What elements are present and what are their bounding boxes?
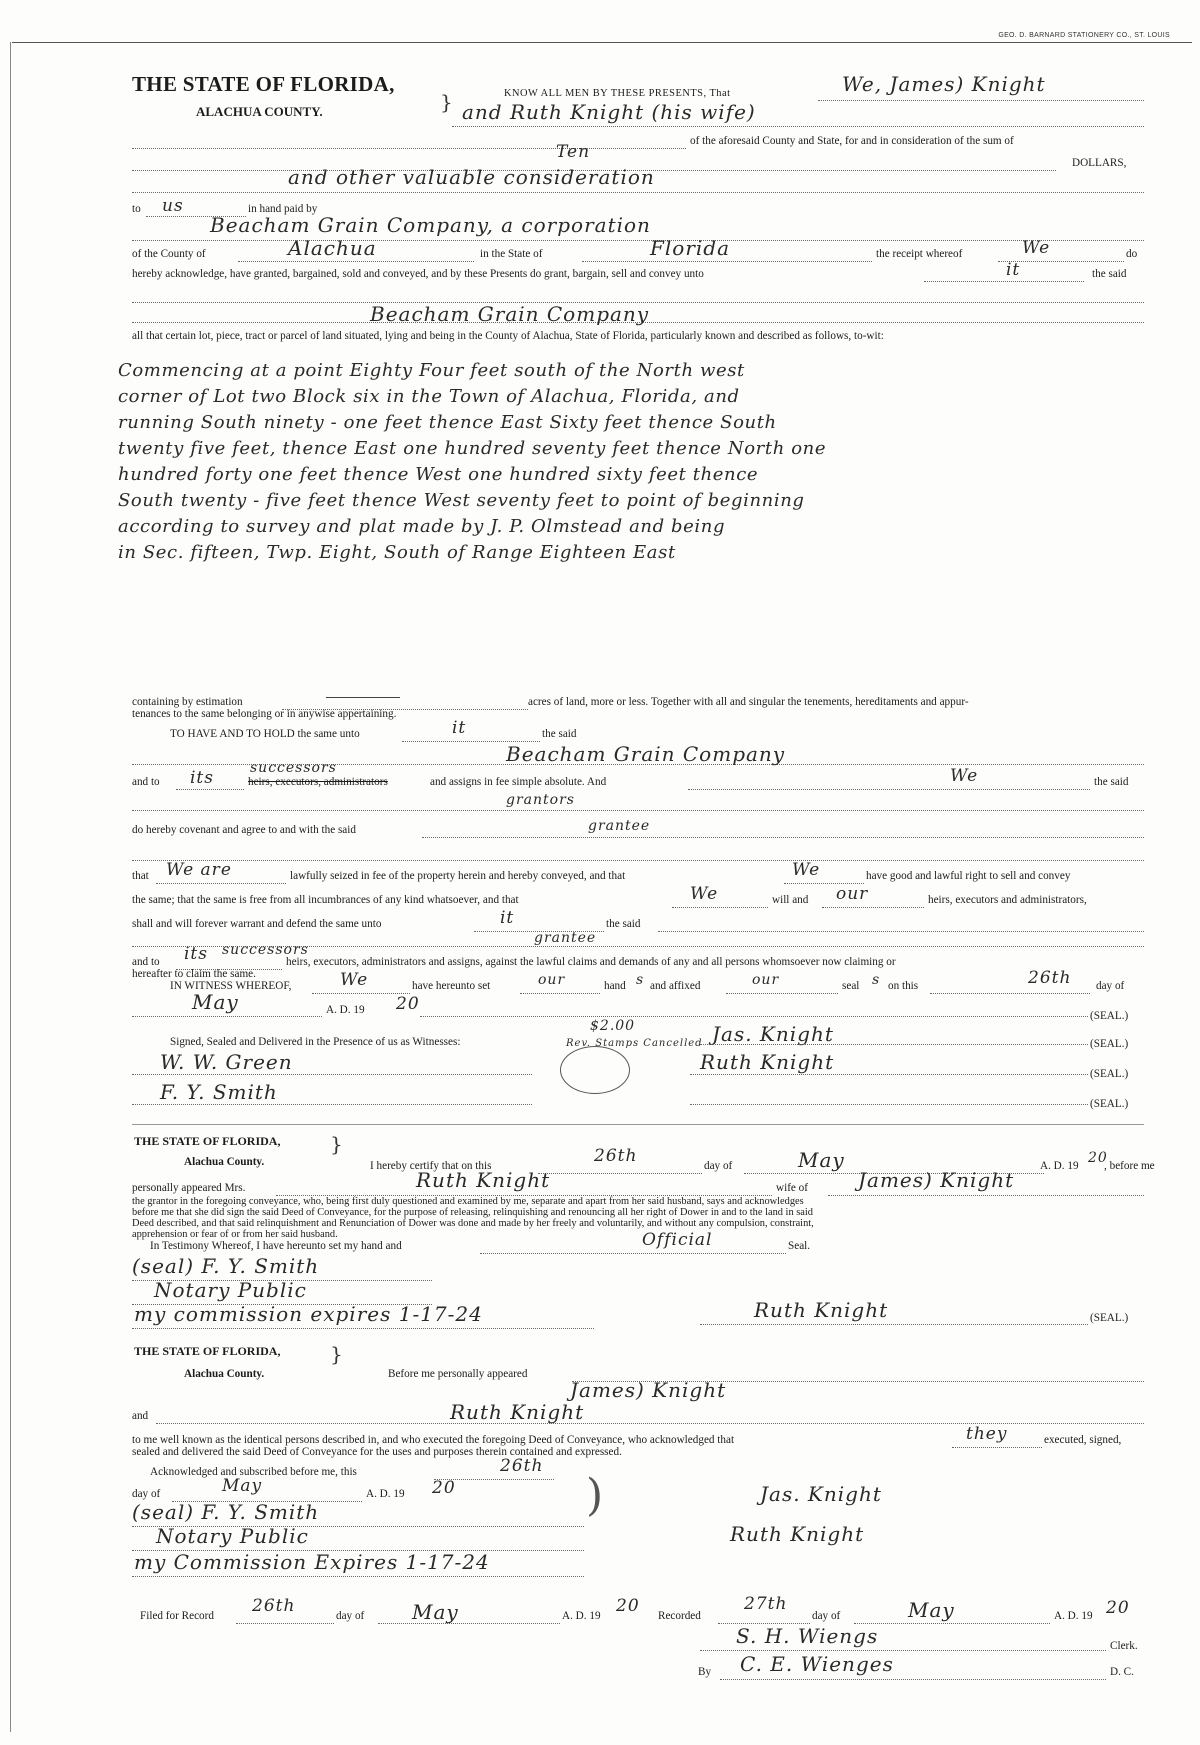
- grantee-handwritten-3: grantee: [534, 930, 597, 946]
- cert2-person2: Ruth Knight: [450, 1400, 585, 1424]
- description-line: corner of Lot two Block six in the Town of Alachua, Florida, and: [118, 386, 740, 407]
- cert1-body-2: before me that she did sign the said Deed of Conveyance, for the purpose of releasing, relinquishing and renouncing all her right of Dower in and to the land in said: [132, 1207, 813, 1218]
- know-all-text: KNOW ALL MEN BY THESE PRESENTS, That: [504, 88, 731, 99]
- and-to-label: and to: [132, 776, 160, 788]
- cert2-day-handwritten: 26th: [500, 1456, 544, 1476]
- cert2-county: Alachua County.: [184, 1368, 265, 1380]
- grantee-name-handwritten: Beacham Grain Company: [370, 302, 650, 326]
- description-line: running South ninety - one feet thence East Sixty feet thence South: [118, 412, 777, 433]
- seal-line-4: [690, 1104, 1088, 1105]
- cert1-body-4: apprehension or fear of or from her said husband.: [132, 1229, 338, 1240]
- cert1-seal-line: [700, 1324, 1088, 1325]
- to-value-handwritten: us: [162, 196, 184, 216]
- grantee-handwritten-habendum: Beacham Grain Company: [506, 742, 786, 766]
- acres-text: acres of land, more or less. Together with all and singular the tenements, hereditaments and appur-: [528, 696, 969, 708]
- clerk-line: [700, 1650, 1106, 1651]
- covenant-line: [422, 837, 1144, 838]
- hereafter-text: hereafter to claim the same.: [132, 968, 256, 980]
- cert1-ad: A. D. 19: [1040, 1160, 1079, 1172]
- we-handwritten: We: [950, 766, 979, 786]
- rec-month-line: [854, 1623, 1050, 1624]
- heirs-exec-text: heirs, executors and administrators,: [928, 894, 1087, 906]
- cert2-state: THE STATE OF FLORIDA,: [134, 1344, 281, 1358]
- cert1-day-line: [538, 1173, 702, 1174]
- cert1-before-me: , before me: [1104, 1160, 1155, 1172]
- we-handwritten-2: We: [792, 860, 821, 880]
- top-border: [12, 42, 1192, 43]
- cert2-signer1: Jas. Knight: [760, 1482, 882, 1506]
- seal-2: (SEAL.): [1090, 1038, 1129, 1050]
- cert2-brace: }: [330, 1342, 343, 1366]
- cert1-county: Alachua County.: [184, 1156, 265, 1168]
- grantors-handwritten-2: and Ruth Knight (his wife): [462, 100, 756, 124]
- cert1-month-handwritten: May: [798, 1148, 845, 1172]
- description-line: twenty five feet, thence East one hundred seventy feet thence North one: [118, 438, 827, 459]
- grantors-handwritten: grantors: [506, 792, 575, 808]
- covenant-line-2: [132, 860, 1144, 861]
- successors-handwritten-2: successors: [222, 942, 309, 958]
- cert2-notary-title: Notary Public: [156, 1524, 309, 1548]
- seal-line-2: [700, 1044, 1088, 1045]
- county-of-label: of the County of: [132, 248, 206, 260]
- in-hand-paid-label: in hand paid by: [248, 203, 318, 215]
- witness-we-handwritten: We: [340, 970, 369, 990]
- land-clause-text: all that certain lot, piece, tract or parcel of land situated, lying and being in the County of Alachua, State of Florida, particularly known and described as follows, to-wit:: [132, 330, 884, 342]
- county-handwritten: Alachua: [288, 236, 377, 260]
- filed-label: Filed for Record: [140, 1610, 214, 1622]
- witness1-handwritten: W. W. Green: [160, 1050, 293, 1074]
- witness-our-handwritten-2: our: [752, 972, 780, 988]
- witness1-line: [132, 1074, 532, 1075]
- unto-line: [924, 281, 1084, 282]
- have-set-label: have hereunto set: [412, 980, 491, 992]
- grantor-line-1: [818, 100, 1144, 101]
- and-affixed-label: and affixed: [650, 980, 701, 992]
- filed-month-line: [378, 1623, 560, 1624]
- description-line: according to survey and plat made by J. P. Olmstead and being: [118, 516, 726, 537]
- its-line: [176, 789, 244, 790]
- cert1-body-3: Deed described, and that said relinquishment and Renunciation of Dower was done and made by her freely and voluntarily, and without any compulsion, constraint,: [132, 1218, 814, 1229]
- we-handwritten-3: We: [690, 884, 719, 904]
- description-line: Commencing at a point Eighty Four feet south of the North west: [118, 360, 745, 381]
- cert2-month-handwritten: May: [222, 1476, 263, 1496]
- cert2-signer2: Ruth Knight: [730, 1522, 865, 1546]
- the-said-label: the said: [1092, 268, 1127, 280]
- cert2-brace-2: ): [586, 1470, 604, 1521]
- cert1-appeared: personally appeared Mrs.: [132, 1182, 246, 1194]
- state-handwritten: Florida: [650, 236, 730, 260]
- grantors-handwritten-1: We, James) Knight: [842, 72, 1046, 96]
- filed-ad: A. D. 19: [562, 1610, 601, 1622]
- acknowledge-text: hereby acknowledge, have granted, bargained, sold and conveyed, and by these Presents do grant, bargain, sell and convey unto: [132, 268, 704, 280]
- warrant-line-2: [658, 931, 1144, 932]
- cert1-wife-of: wife of: [776, 1182, 808, 1194]
- cert1-notary-sig: (seal) F. Y. Smith: [132, 1254, 320, 1278]
- stamp-seal-icon: [560, 1046, 630, 1094]
- cert2-before-me: Before me personally appeared: [388, 1368, 528, 1380]
- clerk-label: Clerk.: [1110, 1640, 1138, 1652]
- rec-year-handwritten: 20: [1106, 1598, 1130, 1618]
- to-have-label: TO HAVE AND TO HOLD the same unto: [170, 728, 360, 740]
- land-description: [118, 358, 1058, 566]
- county-heading: ALACHUA COUNTY.: [196, 104, 323, 119]
- state-line: [582, 261, 872, 262]
- cert1-brace: }: [330, 1132, 343, 1156]
- we-line: [688, 789, 1090, 790]
- signed-sealed-text: Signed, Sealed and Delivered in the Presence of us as Witnesses:: [170, 1036, 461, 1048]
- grantee-handwritten: Beacham Grain Company, a corporation: [210, 213, 651, 237]
- description-line: in Sec. fifteen, Twp. Eight, South of Range Eighteen East: [118, 542, 676, 563]
- witness-month-handwritten: May: [192, 990, 239, 1014]
- clerk-handwritten: S. H. Wiengs: [736, 1624, 879, 1648]
- cert1-mrs-handwritten: Ruth Knight: [416, 1168, 551, 1192]
- filed-day-handwritten: 26th: [252, 1596, 296, 1616]
- that-label: that: [132, 870, 149, 882]
- day-of-label: day of: [1096, 980, 1125, 992]
- filed-day-line: [236, 1623, 334, 1624]
- cert1-notary-line-3: [132, 1328, 594, 1329]
- filed-year-handwritten: 20: [616, 1596, 640, 1616]
- it-handwritten: it: [500, 908, 515, 928]
- warrant-text: shall and will forever warrant and defend the same unto: [132, 918, 382, 930]
- cert2-ad: A. D. 19: [366, 1488, 405, 1500]
- rec-day-handwritten: 27th: [744, 1594, 788, 1614]
- successors-handwritten: successors: [250, 760, 337, 776]
- witness-year-handwritten: 20: [396, 994, 420, 1014]
- cert2-notary-line-3: [132, 1576, 584, 1577]
- aforesaid-text: of the aforesaid County and State, for and in consideration of the sum of: [690, 135, 1014, 147]
- seal-s-handwritten: s: [872, 972, 881, 988]
- state-heading: THE STATE OF FLORIDA,: [132, 72, 395, 96]
- in-state-label: in the State of: [480, 248, 543, 260]
- recorded-label: Recorded: [658, 1610, 701, 1622]
- description-line: hundred forty one feet thence West one hundred sixty feet thence: [118, 464, 759, 485]
- signer2-handwritten: Ruth Knight: [700, 1050, 835, 1074]
- the-said-label-2: the said: [1094, 776, 1129, 788]
- witness2-line: [132, 1104, 532, 1105]
- cert1-seal-word: Seal.: [788, 1240, 811, 1252]
- grantors-line: [132, 810, 1144, 811]
- assigns-text: and assigns in fee simple absolute. And: [430, 776, 607, 788]
- tenances-text: tenances to the same belonging or in anywise appertaining.: [132, 708, 397, 720]
- cert1-husband-handwritten: James) Knight: [858, 1168, 1015, 1192]
- containing-label: containing by estimation: [132, 696, 243, 708]
- cert2-they: they: [966, 1424, 1008, 1444]
- cert1-husband-line: [828, 1195, 1144, 1196]
- receipt-handwritten: We: [1022, 238, 1051, 258]
- heirs-struck-text: heirs, executors, administrators: [248, 776, 388, 788]
- cert1-official-handwritten: Official: [642, 1230, 713, 1250]
- unto-handwritten: it: [1006, 260, 1021, 280]
- printer-credit: GEO. D. BARNARD STATIONERY CO., ST. LOUIS: [998, 32, 1170, 39]
- witness-day-line: [930, 993, 1090, 994]
- signer1-handwritten: Jas. Knight: [712, 1022, 834, 1046]
- grantor-line-2: [452, 126, 1144, 127]
- we-are-line: [156, 883, 286, 884]
- we-are-handwritten: We are: [166, 860, 232, 880]
- witness-day-handwritten: 26th: [1028, 968, 1072, 988]
- cert2-year-handwritten: 20: [432, 1478, 456, 1498]
- seal-3: (SEAL.): [1090, 1068, 1129, 1080]
- do-label: do: [1126, 248, 1138, 260]
- and-to-label-2: and to: [132, 956, 160, 968]
- in-witness-label: IN WITNESS WHEREOF,: [170, 980, 292, 992]
- cert1-certify: I hereby certify that on this: [370, 1160, 492, 1172]
- cert1-day-handwritten: 26th: [594, 1146, 638, 1166]
- cert1-body-1: the grantor in the foregoing conveyance, who, being first duly questioned and examined by me, separate and apart from her said husband, says and acknowledges: [132, 1196, 804, 1207]
- cert2-body-2: sealed and delivered the said Deed of Conveyance for the uses and purposes therein contained and expressed.: [132, 1446, 622, 1458]
- hand-s-handwritten: s: [636, 972, 645, 988]
- consideration-line: [132, 192, 1144, 193]
- cert2-acknowledged: Acknowledged and subscribed before me, this: [150, 1466, 357, 1478]
- ad-label: A. D. 19: [326, 1004, 365, 1016]
- covenant-text: do hereby covenant and agree to and with the said: [132, 824, 356, 836]
- sum-handwritten: Ten: [556, 142, 591, 162]
- cert1-signer: Ruth Knight: [754, 1298, 889, 1322]
- cert1-state: THE STATE OF FLORIDA,: [134, 1134, 281, 1148]
- to-have-said-label: the said: [542, 728, 577, 740]
- seized-text: lawfully seized in fee of the property herein and hereby conveyed, and that: [290, 870, 626, 882]
- seal-4: (SEAL.): [1090, 1098, 1129, 1110]
- cert1-commission: my commission expires 1-17-24: [134, 1302, 483, 1326]
- cert2-day-of: day of: [132, 1488, 161, 1500]
- cert1-testimony: In Testimony Whereof, I have hereunto set my hand and: [150, 1240, 402, 1252]
- receipt-label: the receipt whereof: [876, 248, 963, 260]
- by-label: By: [698, 1666, 712, 1678]
- filed-day-of: day of: [336, 1610, 365, 1622]
- good-right-text: have good and lawful right to sell and convey: [866, 870, 1071, 882]
- month-line: [132, 1016, 322, 1017]
- rec-day-of: day of: [812, 1610, 841, 1622]
- acres-dash: [326, 697, 400, 698]
- witness-our-handwritten: our: [538, 972, 566, 988]
- cert2-person1: James) Knight: [570, 1378, 727, 1402]
- left-border: [10, 42, 11, 1732]
- hand-label: hand: [604, 980, 626, 992]
- cert2-executed: executed, signed,: [1044, 1434, 1122, 1446]
- stamp-amount: $2.00: [590, 1018, 636, 1034]
- the-said-label-3: the said: [606, 918, 641, 930]
- grantee-handwritten-2: grantee: [588, 818, 651, 834]
- grantee-name-line-2: [132, 322, 1144, 323]
- description-line: South twenty - five feet thence West seventy feet to point of beginning: [118, 490, 805, 511]
- seal-line-1: [420, 1016, 1088, 1017]
- witness2-handwritten: F. Y. Smith: [160, 1080, 278, 1104]
- cert1-official-line: [480, 1253, 786, 1254]
- cert2-notary-sig: (seal) F. Y. Smith: [132, 1500, 320, 1524]
- other-consideration-handwritten: and other valuable consideration: [288, 165, 655, 189]
- cert2-they-line: [952, 1447, 1042, 1448]
- lawful-claims-text: heirs, executors, administrators and assigns, against the lawful claims and demands of any and all persons whomsoever now claiming or: [286, 956, 896, 968]
- our-line-w: [520, 993, 600, 994]
- seal-line-3: [690, 1074, 1088, 1075]
- to-have-handwritten: it: [452, 718, 467, 738]
- on-this-label: on this: [888, 980, 919, 992]
- cert1-seal: (SEAL.): [1090, 1312, 1129, 1324]
- our-line-w2: [726, 993, 838, 994]
- our-line: [822, 907, 924, 908]
- header-brace: }: [440, 90, 453, 114]
- cert1-day-of: day of: [704, 1160, 733, 1172]
- free-text: the same; that the same is free from all incumbrances of any kind whatsoever, and that: [132, 894, 519, 906]
- rec-ad: A. D. 19: [1054, 1610, 1093, 1622]
- will-and-label: will and: [772, 894, 809, 906]
- dc-label: D. C.: [1110, 1666, 1134, 1678]
- we-line-3: [672, 907, 768, 908]
- cert2-and: and: [132, 1410, 149, 1422]
- its-handwritten: its: [190, 768, 214, 788]
- cert1-rule: [132, 1124, 1144, 1125]
- stamp-note: Rev. Stamps Cancelled: [566, 1038, 703, 1049]
- cert2-commission: my Commission Expires 1-17-24: [134, 1550, 490, 1574]
- cert2-body-1: to me well known as the identical persons described in, and who executed the foregoing Deed of Conveyance, who acknowledged that: [132, 1434, 735, 1446]
- aforesaid-line: [132, 148, 686, 149]
- seal-1: (SEAL.): [1090, 1010, 1129, 1022]
- its-handwritten-2: its: [184, 944, 208, 964]
- county-line: [238, 261, 474, 262]
- dc-handwritten: C. E. Wienges: [740, 1652, 894, 1676]
- dollars-label: DOLLARS,: [1072, 157, 1127, 169]
- rec-month-handwritten: May: [908, 1598, 955, 1622]
- dc-line: [720, 1679, 1106, 1680]
- grantee-line: [132, 240, 1144, 241]
- cert1-year-handwritten: 20: [1088, 1150, 1108, 1166]
- to-label: to: [132, 203, 141, 215]
- our-handwritten: our: [836, 884, 869, 904]
- cert1-notary-title: Notary Public: [154, 1278, 307, 1302]
- seal-label: seal: [842, 980, 860, 992]
- filed-month-handwritten: May: [412, 1600, 459, 1624]
